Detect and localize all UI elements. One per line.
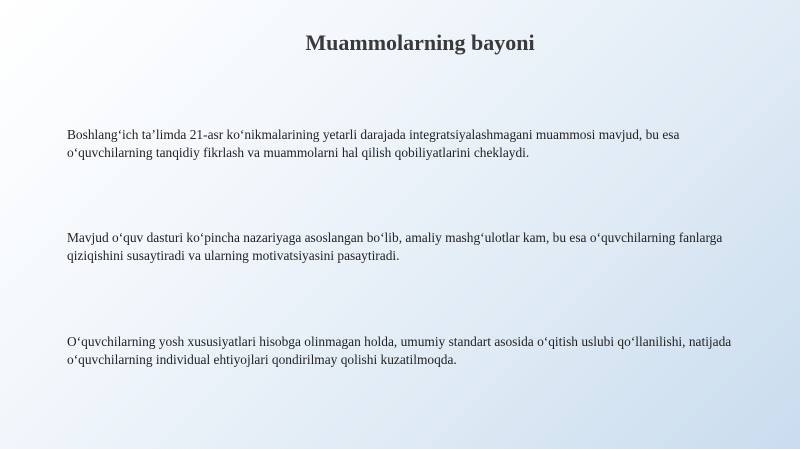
- paragraph-1: Boshlang‘ich ta’limda 21-asr ko‘nikmalarining yetarli darajada integratsiyalashmagani muammosi mavjud, bu esa o‘quvchilarning tanqidiy fikrlash va muammolarni hal qilish qobiliyatlarini cheklaydi.: [67, 127, 680, 160]
- paragraph-3: O‘quvchilarning yosh xususiyatlari hisobga olinmagan holda, umumiy standart asosida o‘qitish uslubi qo‘llanilishi, natijada o‘quvchilarning individual ehtiyojlari qondirilmay qolishi kuzatilmoqda.: [67, 334, 732, 367]
- paragraph-2: Mavjud o‘quv dasturi ko‘pincha nazariyaga asoslangan bo‘lib, amaliy mashg‘ulotlar kam, bu esa o‘quvchilarning fanlarga qiziqishini susaytiradi va ularning motivatsiyasini pasaytiradi.: [67, 230, 723, 263]
- slide-title: Muammolarning bayoni: [305, 30, 535, 55]
